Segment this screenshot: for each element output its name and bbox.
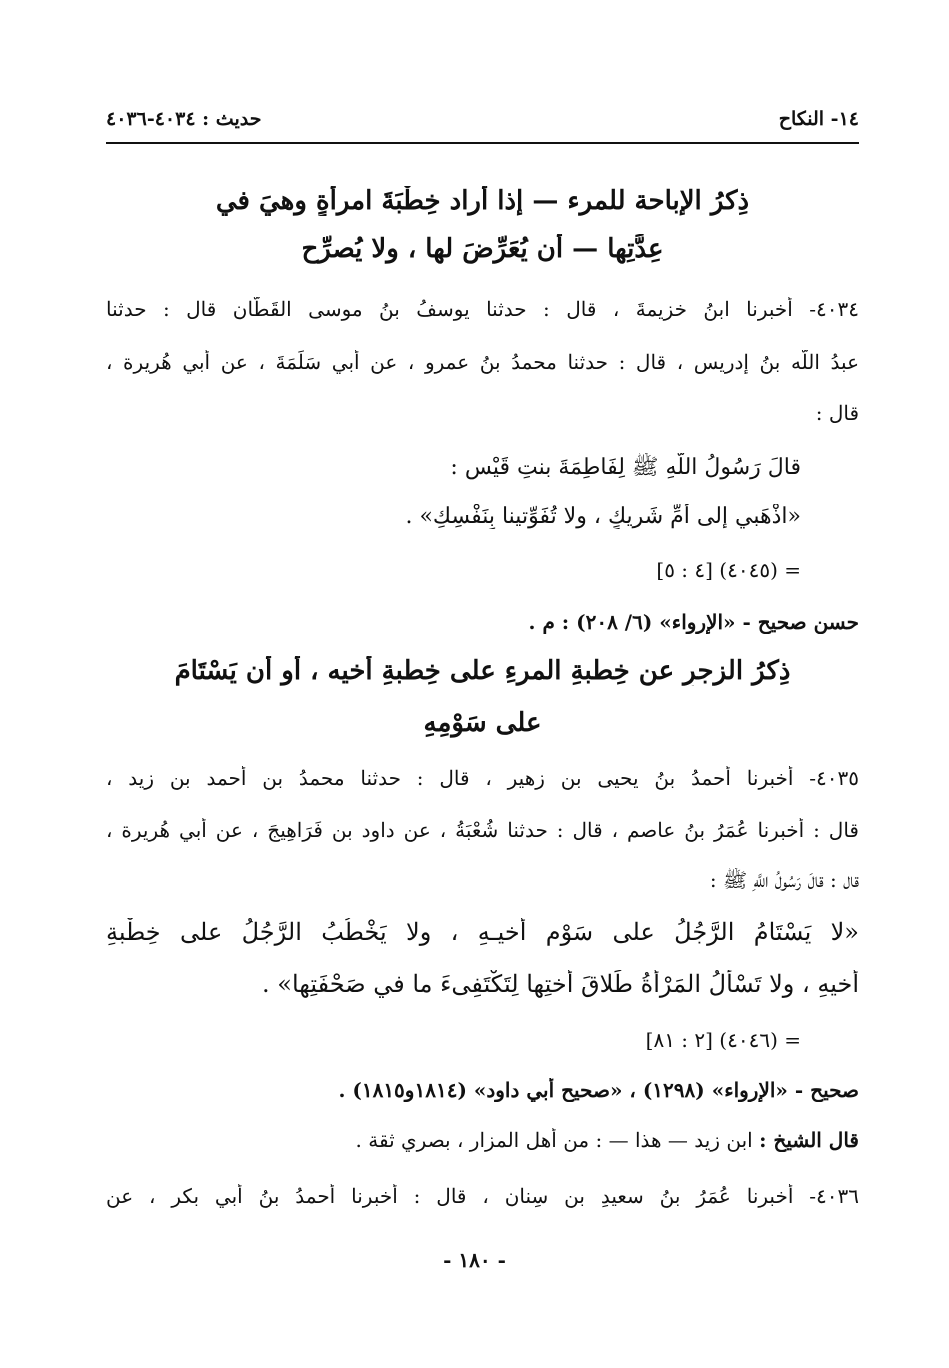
hadith-4034-quote-line-2: «اذْهَبي إلى أُمِّ شَريكٍ ، ولا تُفَوِّتينا بِنَفْسِكِ» .	[405, 504, 801, 529]
chapter-title: ١٤- النكاح	[778, 108, 859, 130]
section-heading-1-line-1: ذِكرُ الإباحة للمرء — إذا أراد خِطْبَةَ امرأةٍ وهيَ في	[215, 186, 750, 216]
section-heading-2-line-1: ذِكرُ الزجرِ عن خِطبةِ المرءِ على خِطبةِ أخيه ، أو أن يَسْتَامَ	[174, 656, 791, 686]
hadith-4035-grade: صحيح - «الإرواء» (١٢٩٨) ، «صحيح أبي داود» (١٨١٤و١٨١٥) .	[338, 1078, 859, 1102]
sheikh-note-text: ابن زيد — هذا — : من أهل المزار ، بصري ثقة .	[355, 1128, 753, 1152]
hadith-4035-reference: = (٤٠٤٦) [٢ : ٨١]	[645, 1028, 801, 1052]
hadith-4035-quote-line-1: «لا يَسْتَامُ الرَّجُلُ على سَوْمِ أخيـهِ ، ولا يَخْطُبُ الرَّجُلُ على خِطْبةِ	[106, 918, 859, 946]
hadith-4035-line-1: ٤٠٣٥- أخبرنا أحمدُ بنُ يحيى بن زهير ، قال : حدثنا محمدُ بن أحمد بن زيد ،	[106, 766, 859, 790]
hadith-range: حديث : ٤٠٣٤-٤٠٣٦	[106, 108, 262, 130]
section-heading-2-line-2: على سَوْمِهِ	[423, 708, 542, 738]
hadith-4034-line-3: قال :	[815, 401, 859, 425]
sheikh-note-label: قال الشيخ :	[759, 1128, 859, 1152]
hadith-4034-quote-line-1: قالَ رَسُولُ اللَّهِ ﷺ لِفَاطِمَةَ بنتِ قَيْس :	[450, 455, 801, 480]
hadith-4035-quote-line-2: أخيهِ ، ولا تَسْأَلُ المَرْأَةُ طَلاقَ أُختِها لِتَكْتَفِىءَ ما في صَحْفَتِها» .	[262, 970, 859, 998]
section-heading-1-line-2: عِدَّتِها — أن يُعَرِّضَ لها ، ولا يُصرِّح	[301, 234, 664, 264]
hadith-4035-line-2: قال : أخبرنا عُمَرُ بنُ عاصمٍ ، قال : حدثنا شُعْبَةُ ، عن داود بن فَرَاهِيجَ ، عن أبي هُريرة ،	[106, 818, 859, 842]
header-rule	[106, 142, 859, 144]
page-number: - ١٨٠ -	[443, 1248, 506, 1272]
hadith-4035-line-3: قال : قالَ رَسُولُ اللَّهِ ﷺ :	[709, 868, 859, 892]
hadith-4034-line-2: عبدُ اللَّه بنُ إدريس ، قال : حدثنا محمدُ بنُ عمروٍ ، عن أبي سَلَمَةَ ، عن أبي هُريرة ،	[106, 350, 859, 374]
hadith-4034-reference: = (٤٠٤٥) [٤ : ٥]	[656, 558, 801, 582]
running-header	[106, 108, 859, 136]
hadith-4034-line-1: ٤٠٣٤- أخبرنا ابنُ خزيمةَ ، قال : حدثنا يوسفُ بنُ موسى القَطَّان قال : حدثنا	[106, 297, 859, 321]
hadith-4034-grade: حسن صحيح - «الإرواء» (٦/ ٢٠٨) : م .	[528, 610, 859, 634]
hadith-4036-line-1: ٤٠٣٦- أخبرنا عُمَرُ بنُ سعيدِ بنِ سِنان ، قال : أخبرنا أحمدُ بنُ أبي بكرٍ ، عن	[106, 1184, 859, 1208]
sheikh-note	[106, 1128, 859, 1152]
